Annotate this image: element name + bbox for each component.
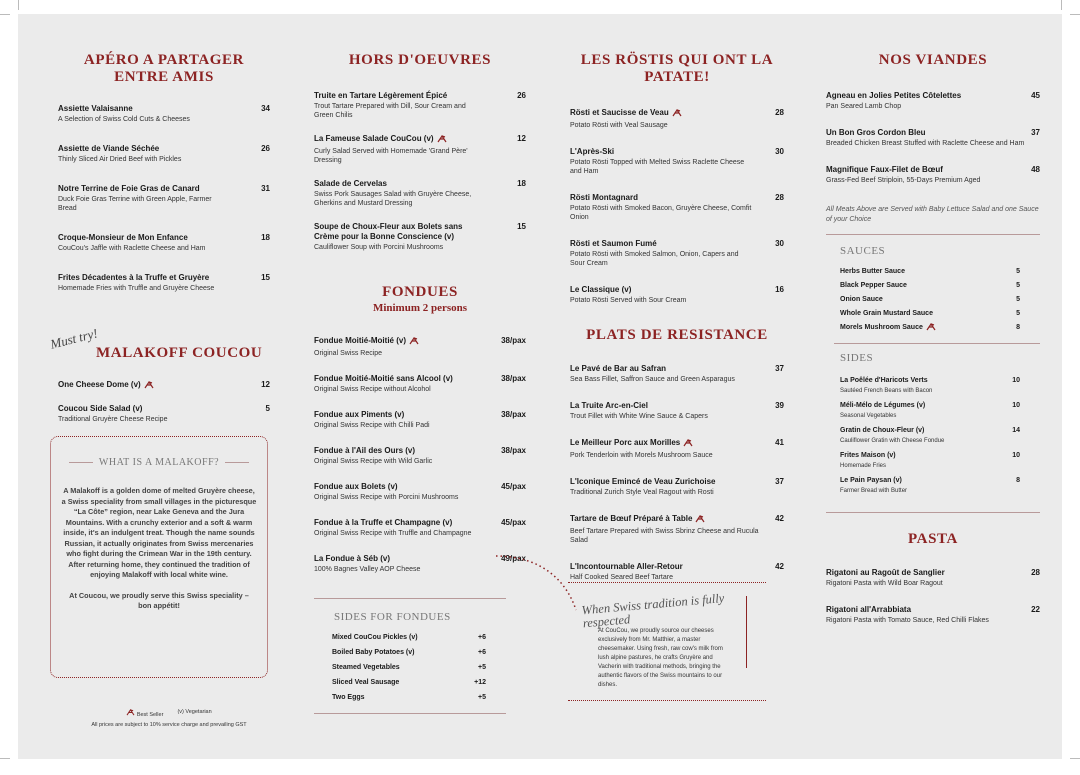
menu-item (570, 477, 784, 497)
item-desc: Potato Rösti with Smoked Bacon, Gruyère Cheese, Comfit Onion (570, 205, 752, 221)
menu-item (570, 401, 784, 421)
item-price: 39 (775, 401, 784, 410)
item-name: Fondue aux Bolets (v) (314, 482, 398, 491)
item-price: 5 (265, 404, 270, 413)
sides-title: SIDES (840, 352, 874, 364)
malakoff-box-text-2: At Coucou, we proudly serve this Swiss speciality – bon appétit! (69, 590, 249, 610)
malakoff-section (48, 325, 270, 424)
pasta-title: PASTA (908, 531, 958, 547)
item-name: Assiette Valaisanne (58, 104, 133, 113)
item-price: 34 (261, 104, 270, 113)
item-name: Rösti et Saumon Fumé (570, 239, 657, 248)
item-name: Salade de Cervelas (314, 179, 387, 188)
legend-best-seller: Best Seller (136, 712, 164, 718)
item-desc: Potato Rösti Served with Sour Cream (570, 297, 687, 304)
best-seller-icon (695, 515, 705, 526)
item-price: 41 (775, 438, 784, 447)
item-desc: Trout Tartare Prepared with Dill, Sour Cream and Green Chilis (314, 103, 466, 119)
item-name: La Fondue à Séb (v) (314, 554, 391, 563)
item-price: 38/pax (501, 374, 526, 383)
divider (314, 713, 506, 714)
sauces-section (826, 245, 1040, 335)
legend (64, 709, 274, 728)
item-price: 31 (261, 184, 270, 193)
item-name: Rösti et Saucisse de Veau (570, 108, 669, 117)
divider (69, 462, 93, 463)
item-name: Fondue à la Truffe et Champagne (v) (314, 518, 453, 527)
item-price: 49/pax (501, 554, 526, 563)
divider (314, 598, 506, 599)
best-seller-icon (672, 109, 682, 120)
menu-item (570, 285, 784, 305)
item-desc: Rigatoni Pasta with Wild Boar Ragout (826, 580, 943, 587)
item-price: 18 (517, 179, 526, 188)
side-item: Gratin de Choux-Fleur (v) 14 Cauliflower Gratin with Cheese Fondue (840, 427, 1020, 444)
tradition-text: At CouCou, we proudly source our cheeses exclusively from Mr. Matthier, a master cheesemaker. Using fresh, raw cow's milk from lush alpine pastures, he crafts Gruyère and Vacherin with traditional methods, bringing the authentic flavors of the Swiss mountains to our dishes. (598, 628, 723, 688)
malakoff-info-box (50, 436, 268, 678)
item-name: Rigatoni all'Arrabbiata (826, 605, 912, 614)
item-desc: Breaded Chicken Breast Stuffed with Raclette Cheese and Ham (826, 140, 1025, 147)
item-name: L'Après-Ski (570, 147, 615, 156)
side-item: Frites Maison (v) 10 Homemade Fries (840, 452, 1020, 469)
item-desc: Original Swiss Recipe with Truffle and Champagne (314, 530, 472, 537)
side-item: Méli-Mélo de Légumes (v) 10 Seasonal Vegetables (840, 402, 1020, 419)
pasta-section (826, 531, 1040, 625)
menu-item (826, 128, 1040, 148)
item-name: Le Classique (v) (570, 285, 632, 294)
item-name: Frites Décadentes à la Truffe et Gruyère (58, 273, 210, 282)
hors-title: HORS D'OEUVRES (348, 52, 492, 68)
item-price: 15 (517, 222, 526, 231)
side-item: Two Eggs +5 (332, 694, 486, 701)
item-price: 30 (775, 239, 784, 248)
menu-item (570, 108, 784, 130)
best-seller-icon (144, 381, 154, 392)
item-name: Fondue Moitié-Moitié (v) (314, 336, 406, 345)
menu-item (314, 222, 526, 252)
item-desc: Original Swiss Recipe with Porcini Mushrooms (314, 494, 459, 501)
side-item: Boiled Baby Potatoes (v) +6 (332, 649, 486, 656)
dotted-divider (568, 700, 766, 701)
menu-item (58, 233, 270, 253)
item-price: 15 (261, 273, 270, 282)
item-price: 22 (1031, 605, 1040, 614)
item-price: 30 (775, 147, 784, 156)
item-desc: Trout Fillet with White Wine Sauce & Capers (570, 413, 708, 420)
malakoff-box-title: WHAT IS A MALAKOFF? (98, 457, 220, 468)
menu-item (570, 364, 784, 384)
divider (225, 462, 249, 463)
item-price: 12 (261, 380, 270, 389)
sauce-item: Morels Mushroom Sauce 8 (840, 323, 1020, 335)
item-name: L'Incontournable Aller-Retour (570, 562, 683, 571)
item-desc: Pork Tenderloin with Morels Mushroom Sauce (570, 452, 713, 459)
item-price: 45/pax (501, 482, 526, 491)
plats-title: PLATS DE RESISTANCE (586, 327, 768, 343)
item-price: 26 (517, 91, 526, 100)
item-desc: Duck Foie Gras Terrine with Green Apple, Farmer Bread (58, 196, 212, 212)
menu-item (314, 91, 526, 120)
item-name: Agneau en Jolies Petites Côtelettes (826, 91, 962, 100)
item-price: 37 (1031, 128, 1040, 137)
hors-doeuvres-column (314, 52, 526, 574)
item-desc: Half Cooked Seared Beef Tartare (570, 574, 673, 581)
item-name: Rigatoni au Ragoût de Sanglier (826, 568, 945, 577)
divider (746, 596, 747, 668)
malakoff-title: MALAKOFF COUCOU (96, 345, 263, 361)
item-desc: 100% Bagnes Valley AOP Cheese (314, 566, 421, 573)
menu-page (18, 14, 1062, 759)
menu-item (58, 273, 270, 293)
must-try-script: Must try! (48, 325, 100, 352)
menu-item (314, 179, 526, 208)
menu-item (314, 134, 526, 165)
item-name: La Fameuse Salade CouCou (v) (314, 134, 434, 143)
divider (826, 512, 1040, 513)
crop-mark (0, 758, 10, 759)
crop-mark (1070, 758, 1080, 759)
legend-vegetarian: (v) Vegetarian (177, 709, 212, 715)
viandes-title: NOS VIANDES (878, 52, 988, 68)
menu-item (570, 239, 784, 268)
item-price: 45/pax (501, 518, 526, 527)
item-desc: Homemade Fries with Truffle and Gruyère Cheese (58, 285, 215, 292)
item-desc: Sea Bass Fillet, Saffron Sauce and Green Asparagus (570, 376, 735, 383)
menu-item (826, 91, 1040, 111)
item-name: One Cheese Dome (v) (58, 380, 141, 389)
item-name: Soupe de Choux-Fleur aux Bolets sans Crème pour la Bonne Conscience (v) (314, 222, 463, 241)
item-price: 18 (261, 233, 270, 242)
sauce-item: Herbs Butter Sauce 5 (840, 268, 1020, 275)
viandes-column (826, 52, 1040, 625)
fondues-subtitle: Minimum 2 persons (372, 302, 468, 314)
item-name: Tartare de Bœuf Préparé à Table (570, 514, 693, 523)
item-desc: Swiss Pork Sausages Salad with Gruyère Cheese, Gherkins and Mustard Dressing (314, 191, 472, 207)
item-price: 12 (517, 134, 526, 143)
crop-mark (0, 14, 10, 15)
legend-note: All prices are subject to 10% service charge and prevailing GST (91, 722, 247, 728)
menu-item (826, 605, 1040, 625)
menu-item (826, 165, 1040, 185)
item-price: 38/pax (501, 410, 526, 419)
item-name: Fondue Moitié-Moitié sans Alcool (v) (314, 374, 453, 383)
item-desc: Cauliflower Soup with Porcini Mushrooms (314, 244, 444, 251)
best-seller-icon (126, 712, 135, 718)
menu-item (314, 374, 526, 394)
malakoff-box-text: A Malakoff is a golden dome of melted Gruyère cheese, a Swiss speciality from small villages in the picturesque “La Côte” region, near Lake Geneva and the Jura Mountains. With a crunchy exterior and a soft & warm inside, it's an indulgent treat. Though the name sounds Russian, it actually originates from Swiss mercenaries who fight during the Crimean War in the 19th century. After returning home, they continued the tradition of enjoying Malakoff with local white wine. (61, 486, 257, 579)
item-price: 28 (775, 193, 784, 202)
item-name: Notre Terrine de Foie Gras de Canard (58, 184, 200, 193)
item-price: 38/pax (501, 446, 526, 455)
apero-column (48, 52, 270, 424)
item-desc: Original Swiss Recipe with Wild Garlic (314, 458, 433, 465)
item-price: 16 (775, 285, 784, 294)
item-price: 42 (775, 514, 784, 523)
rostis-column (570, 52, 784, 582)
sauce-item: Black Pepper Sauce 5 (840, 282, 1020, 289)
menu-item (314, 336, 526, 358)
best-seller-icon (437, 135, 447, 146)
side-item: La Poêlée d'Haricots Verts 10 Sautéed French Beans with Bacon (840, 377, 1020, 394)
sauce-item: Onion Sauce 5 (840, 296, 1020, 303)
item-desc: Pan Seared Lamb Chop (826, 103, 902, 110)
item-desc: Beef Tartare Prepared with Swiss Sbrinz Cheese and Rucula Salad (570, 528, 759, 544)
sides-fondues-title: SIDES FOR FONDUES (334, 611, 451, 623)
item-desc: Thinly Sliced Air Dried Beef with Pickles (58, 156, 182, 163)
menu-item (314, 518, 526, 538)
divider (826, 234, 1040, 235)
sides-fondues-section (314, 598, 506, 714)
side-item: Sliced Veal Sausage +12 (332, 679, 486, 686)
item-price: 48 (1031, 165, 1040, 174)
sauces-title: SAUCES (840, 245, 886, 257)
item-desc: Original Swiss Recipe (314, 350, 383, 357)
item-desc: CouCou's Jaffle with Raclette Cheese and Ham (58, 245, 206, 252)
best-seller-icon (409, 337, 419, 348)
menu-item (570, 438, 784, 460)
item-price: 28 (1031, 568, 1040, 577)
item-desc: Potato Rösti with Veal Sausage (570, 122, 668, 129)
menu-item (826, 568, 1040, 588)
item-desc: Rigatoni Pasta with Tomato Sauce, Red Chilli Flakes (826, 617, 989, 624)
plats-section (570, 327, 784, 582)
tradition-script: When Swiss tradition is fully respected (581, 590, 725, 631)
crop-mark (18, 0, 19, 10)
item-desc: Curly Salad Served with Homemade 'Grand Père' Dressing (314, 148, 468, 164)
menu-item (314, 482, 526, 502)
item-desc: Original Swiss Recipe with Chilli Padi (314, 422, 430, 429)
item-price: 42 (775, 562, 784, 571)
item-name: Magnifique Faux-Filet de Bœuf (826, 165, 943, 174)
apero-title: APÉRO A PARTAGER ENTRE AMIS (83, 52, 245, 85)
item-name: Un Bon Gros Cordon Bleu (826, 128, 926, 137)
crop-mark (1070, 14, 1080, 15)
item-price: 38/pax (501, 336, 526, 345)
menu-item (570, 193, 784, 222)
item-name: Le Pavé de Bar au Safran (570, 364, 667, 373)
item-name: Assiette de Viande Séchée (58, 144, 160, 153)
divider (834, 343, 1040, 344)
menu-item (58, 144, 270, 164)
tradition-section (568, 582, 766, 701)
best-seller-icon (683, 439, 693, 450)
menu-item (58, 380, 270, 392)
item-desc: Original Swiss Recipe without Alcohol (314, 386, 431, 393)
menu-item (314, 446, 526, 466)
item-desc: Grass-Fed Beef Striploin, 55-Days Premium Aged (826, 177, 981, 184)
item-desc: Potato Rösti with Smoked Salmon, Onion, Capers and Sour Cream (570, 251, 739, 267)
menu-item (570, 514, 784, 545)
sides-section (826, 352, 1040, 496)
item-desc: Traditional Gruyère Cheese Recipe (58, 416, 168, 423)
side-item: Le Pain Paysan (v) 8 Farmer Bread with Butter (840, 477, 1020, 494)
item-name: La Truite Arc-en-Ciel (570, 401, 648, 410)
item-name: Fondue à l'Ail des Ours (v) (314, 446, 416, 455)
item-name: Coucou Side Salad (v) (58, 404, 143, 413)
menu-item (58, 404, 270, 424)
side-item: Steamed Vegetables +5 (332, 664, 486, 671)
menu-item (570, 147, 784, 176)
item-name: Truite en Tartare Légèrement Épicé (314, 91, 448, 100)
item-name: Rösti Montagnard (570, 193, 638, 202)
dotted-divider (568, 582, 766, 583)
rostis-title: LES RÖSTIS QUI ONT LA PATATE! (580, 52, 774, 85)
menu-item (58, 184, 270, 213)
item-name: Le Meilleur Porc aux Morilles (570, 438, 681, 447)
fondues-section (314, 284, 526, 574)
item-price: 28 (775, 108, 784, 117)
item-name: Croque-Monsieur de Mon Enfance (58, 233, 188, 242)
crop-mark (1061, 0, 1062, 10)
viandes-note: All Meats Above are Served with Baby Lettuce Salad and one Sauce of your Choice (826, 206, 1039, 223)
item-name: L'Iconique Emincé de Veau Zurichoise (570, 477, 716, 486)
item-price: 37 (775, 364, 784, 373)
best-seller-icon (926, 323, 936, 335)
item-price: 26 (261, 144, 270, 153)
item-price: 45 (1031, 91, 1040, 100)
side-item: Mixed CouCou Pickles (v) +6 (332, 634, 486, 641)
item-price: 37 (775, 477, 784, 486)
menu-item (314, 410, 526, 430)
menu-item (570, 562, 784, 582)
item-desc: Potato Rösti Topped with Melted Swiss Raclette Cheese and Ham (570, 159, 745, 175)
item-desc: A Selection of Swiss Cold Cuts & Cheeses (58, 116, 190, 123)
sauce-item: Whole Grain Mustard Sauce 5 (840, 310, 1020, 317)
item-name: Fondue aux Piments (v) (314, 410, 405, 419)
fondues-title: FONDUES (382, 284, 458, 300)
item-desc: Traditional Zurich Style Veal Ragout with Rosti (570, 489, 714, 496)
menu-item (58, 104, 270, 124)
